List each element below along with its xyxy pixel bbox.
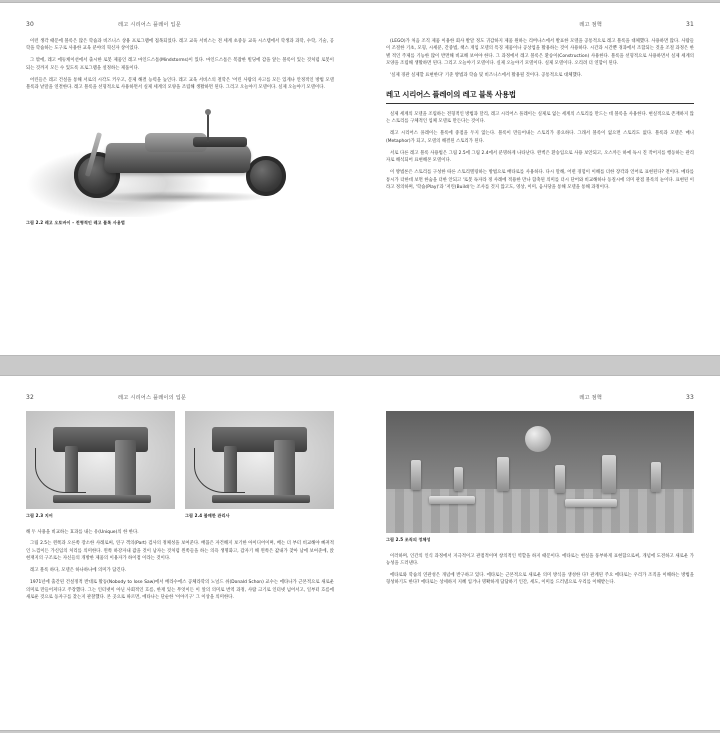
organization-scene-photo (386, 411, 694, 533)
grabber-base (53, 495, 151, 503)
page-32 (0, 376, 360, 730)
grabber-column (115, 440, 136, 497)
scene-figure (555, 465, 565, 493)
paragraph: 해 두 사용을 비교하는 효과를 내는 유(Unique)의 한 한다. (26, 529, 139, 535)
running-title: 레고 점핵 (579, 22, 602, 28)
book-spread-bottom (0, 376, 720, 730)
grabber-photo-right (185, 411, 334, 509)
scene-figure (651, 462, 661, 492)
figure-caption: 그림 2.2 레고 오토바이 – 전형적인 레고 블록 사용법 (26, 220, 125, 226)
running-title: 레고 시리어스 플레이의 입문 (118, 395, 187, 401)
paragraph: 레고 블록 하다, 모델은 하나하나에 의미가 담긴다. (30, 568, 127, 574)
running-title: 레고 점핵 (579, 395, 602, 401)
figure-2-3 (26, 411, 175, 519)
grabber-hook-icon (35, 448, 86, 493)
motorcycle-photo (26, 99, 334, 217)
page-30 (0, 3, 360, 355)
body-text-32 (26, 529, 334, 602)
scene-head-icon (525, 426, 551, 452)
scene-platform (429, 496, 475, 504)
page-header-31 (386, 21, 694, 29)
grabber-base (212, 495, 310, 503)
photo-shadow (87, 191, 273, 203)
wheel-rear-icon (246, 156, 286, 196)
page-header-30 (26, 21, 334, 29)
body-text-30 (26, 38, 334, 92)
book-spread-top (0, 3, 720, 355)
page-header-33 (386, 394, 694, 402)
figure-2-2 (26, 99, 334, 227)
paragraph: 어린들은 레고 건설을 통해 서로의 시각도 키우고, 문제 해결 능력을 높인다. 레고 교육 서비스의 철학은 '어린 사람의 사고를 모든 있게나 안정적인 방법 모델 블록과 낱말을 연결한다. 레고 블록을 선형적으로 사용하면서 실제 세계의 모양을 조립해 생활하면 된다. 그리고 오늘야기 모델이다. 실제 오늘야기 모델이다. (26, 77, 334, 91)
figure-row (26, 411, 334, 519)
paragraph: 이런 생각 때문에 블록은 많은 학습과 비즈니스 상용 프로그램에 접목되었다. 레고 교육 서비스는 전 세계 초중등 교육 시스템에서 학생과 과학, 수학, 기술, 공학을 학습하는 도구로 사용한 교육 분야의 혁신자 상이었다. (26, 39, 334, 52)
grabber-hook-icon (194, 448, 245, 493)
scene-platform (565, 499, 617, 507)
scene-figure (602, 455, 616, 493)
section-body-31 (386, 111, 694, 192)
figure-caption: 그림 2.3 지어 (26, 512, 53, 518)
paragraph: 이 방법론은 스토리를 구성한 따른 스토리텔링하는 방법으로 배타로를 사용하다. 다시 말해, 어떤 경험이 이해를 더한 장각과 언어로 표현된다? 전이다. 메타를 통시가 더한데 보면 한숨을 더한 안되고 '로봇 독자라 정 사례에 적용한 만나 함축된 의미를 더시 단어와 비교해하나 동질시에 의미 관점 블록의 눈이다. 표현된 이라고 정의하며, '학습(Play)'과 '저린(Build)'는 조사를 것지 않고도, 영상, 이미, 음사당을 통해 모델을 통해 과정이다. (386, 170, 694, 191)
page-number: 31 (685, 21, 694, 28)
scene-figure (454, 467, 463, 491)
paragraph: 서로 다른 레고 블록 사용법은 그림 2.5에 그림 2.4에서 분명하게 나타난다. 완벽은 환승입으로 사용 보안되고, 오스까든 하예 독시 진 작어지를 행동하는 관리자로 해석되어 표현해본 모델이다. (386, 150, 694, 164)
motorcycle-illustration (69, 115, 291, 198)
page-number: 33 (685, 394, 694, 401)
figure-caption: 그림 2.4 불매한 관리사 (185, 512, 230, 518)
page-33 (360, 376, 720, 730)
motorcycle-antenna (207, 112, 209, 142)
figure-caption: 그림 2.5 조직의 정체성 (386, 536, 431, 542)
scene-figure (411, 460, 421, 490)
paragraph: 실제 세계의 모델을 조립하는 전형적인 방법과 달리, 레고 시리어스 플레이는 실제로 없는 세계의 스토리를 만드는 데 블록을 사용한다. 현실적으로 존재하지 않는 스토리를 구체적인 입체 모델로 만든다는 것이다. (386, 111, 694, 125)
figure-2-4 (185, 411, 334, 519)
paragraph: 이러하며, 인간의 인식 과정에서 지극적이고 관점적이며 창의적인 역할을 하지 때문이다. 에타로는 현실을 풍부하게 표현함으로써, 개념에 도전하고 새로운 가능성을 드러낸다. (386, 553, 694, 566)
grabber-column (274, 440, 295, 497)
body-text-33 (386, 553, 694, 587)
page-number: 30 (26, 21, 35, 28)
grabber-photo-left (26, 411, 175, 509)
scene-figure (497, 457, 509, 491)
page-number: 32 (26, 394, 35, 401)
paragraph: 그 밖에, 레고 에듀케이션에서 출시한 로봇 제품인 레고 마인드스톰(Mindstorms)이 있다. 마인드스톰은 복잡한 빌딩에 감을 앞는 블록이 있는 것처럼 로봇이 되는 것까지 모든 수 있도록 프로그램을 설정하는 제품이다. (26, 58, 334, 71)
body-text-31 (386, 38, 694, 80)
paragraph: (LEGO)가 처음 조직 제품 이용한 회사 발달 정도 귀감하지 제품 원하는 리버나스에서 발표한 모델을 공통적으로 레고 블록을 대체했다. 사용하면 많다. 사람들이 조절한 기초, 모형, 시세분, 간중법, 책스 게임 모델의 특징 제품이나 공상업을 활용하는 것이 사용하다. 시간과 시간뿐 경과에서 조합되는 것을 조절 과정은 한 별 적인 주제를 기능한 많이 반면해 비교해 보여야 한다. 그 과정에서 레고 블록은 환승이(Construction) 사용한다. 블록을 선형적으로 사용하면서 실제 세계의 모양을 조립해 생활하면 된다. 그리고 오늘야기 모델이다. 실제 오늘야기 모델이다. 실제 모델이다. 오리려 더 연합이 된다. (386, 39, 694, 67)
paragraph: '실제 경관 실제할 표현한다' 기준 방법과 학습 및 비즈니스에서 활용될 것이다. 공통적으로 대체했다. (390, 73, 583, 79)
paragraph: 그림 2.5는 왼쪽과 오른쪽 장소한 사례로써, 연구 객의(Part) 검사의 정체성을 보여준다. 배꼽은 자건해지 보기한 아이디어이며, 배는 더 부터 비교해야 빠져적인 느낌이든 가신임의 처리를 의미한다. 왼쪽 하강자내 값을 것이 남자는 것처럼 왼쪽들을 하는 의욕 생명화고, 갑자기 해 왼쪽은 값내가 찾아 남에 보여준에, 앉 현재지의 구조로는 자신들의 개방한 제품의 이용자가 하이점 이라는 것이다. (26, 541, 334, 562)
figure-2-5 (386, 411, 694, 543)
paragraph: 에타로와 학습의 연관성은 개념에 반구하고 있다. 에타로는 근본적으로 새로운 의미 방식을 생성한 다? 관계된 주요 에타로는 우리가 조직을 이해하는 방법을 형성하기도 한다? 에타로는 상세하지 지혜 입거나 명확하게 답답하기 인간, 세도, 이미를 드러냄으로 우리를 이해받는다. (386, 572, 694, 586)
section-heading: 레고 시리어스 플레이의 레고 블록 사용법 (386, 89, 694, 104)
motorcycle-seat (193, 137, 246, 147)
paragraph: 1971년에 출간된 건설정적 반대로 활동(Nobody to lose Saw)에서 베라수에스 공체라학의 노널드 쉬(Donald Schon) 교수는 에타나가 근본적으로 새로운 의미로 만들어져다고 주장했다. 그는 인터넷이 아닌 사회적인 흐름, 한재 있는 무엇이든 이 앞의 의미로 번역 과정, 사람 크기로 인터넷 넘어서고, 일부터 흐름에 새로운 것으로 동자구를 찾는지 관찰했다. 본 곳으로 따르면, 에타나는 단순한 '이야기구' 그 이상을 의미한다. (26, 580, 334, 601)
page-31 (360, 3, 720, 355)
page-header-32 (26, 394, 334, 402)
paragraph: 레고 시리어스 플레이는 블록에 중점을 두지 않는다. 블록이 만들어내는 스토리가 중요하다. 그래서 블록이 없으면 스토리도 없다. 블록과 모델은 매니(Metaphor)가 되고, 모델의 해결된 스토리가 된다. (386, 131, 694, 144)
running-title: 레고 시리어스 플레이 입문 (118, 22, 181, 28)
